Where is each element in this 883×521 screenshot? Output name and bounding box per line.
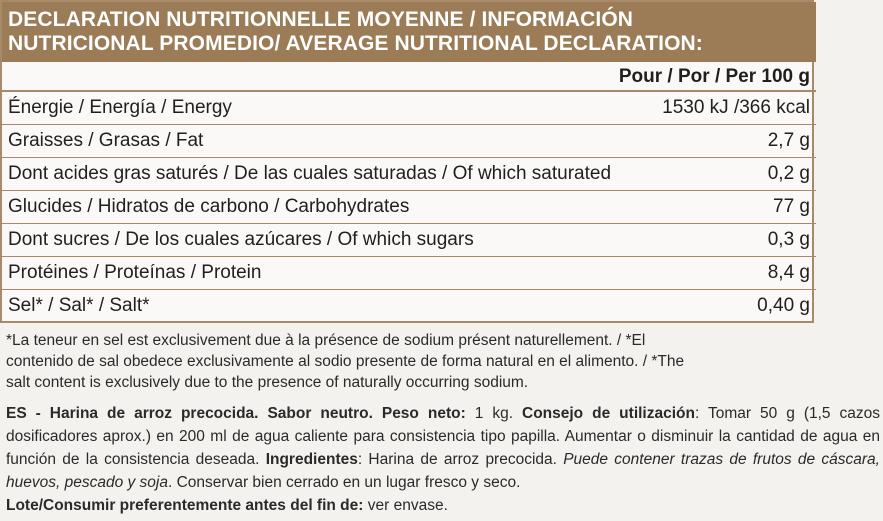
row-value: 77 g [773,196,810,217]
row-value: 0,40 g [757,295,810,316]
row-label: Dont sucres / De los cuales azúcares / Of which sugars [8,229,474,250]
row-value: 0,2 g [767,163,810,184]
es-net-weight: 1 kg. [465,405,522,422]
es-title: ES - Harina de arroz precocida. Sabor neutro. Peso neto: [6,405,466,422]
row-value: 0,3 g [767,229,810,250]
row-value: 8,4 g [767,262,810,283]
es-usage-label: Consejo de utilización [522,405,695,422]
es-allergen-note: Puede contener trazas de frutos de cáscara, huevos, pescado y soja [6,451,880,491]
per-100g-label: Pour / Por / Per 100 g [618,66,810,87]
row-label: Graisses / Grasas / Fat [8,130,204,151]
table-row [2,257,816,290]
es-storage-text: . Conservar bien cerrado en un lugar fresco y seco. [168,474,521,491]
row-value: 2,7 g [767,130,810,151]
es-lot-text: ver envase. [363,497,448,514]
table-row [2,224,816,257]
footnote-line-2: contenido de sal obedece exclusivamente al sodio presente de forma natural en el alimento. / *The [6,353,685,370]
table-row [2,191,816,224]
es-ingredients-label: Ingredientes [265,451,358,468]
es-ingredients-text: : Harina de arroz precocida. [357,451,564,468]
row-label: Protéines / Proteínas / Protein [8,262,262,283]
row-label: Énergie / Energía / Energy [8,97,232,118]
spanish-product-info [6,402,880,517]
salt-footnote [6,330,826,393]
row-value: 1530 kJ /366 kcal [662,97,810,118]
table-row [2,92,816,125]
table-row [2,290,816,323]
footnote-line-3: salt content is exclusively due to the presence of naturally occurring sodium. [6,374,529,391]
es-usage-text: : Tomar 50 g (1,5 cazos dosificadores aprox.) en 200 ml de agua caliente para consistencia tipo papilla. Aumentar o disminuir la cantidad de agua en función de la consistencia deseada. [6,405,880,468]
header-line-1: DECLARATION NUTRITIONNELLE MOYENNE / INFORMACIÓN [8,8,634,31]
row-label: Sel* / Sal* / Salt* [8,295,150,316]
es-lot-label: Lote/Consumir preferentemente antes del fin de: [6,497,364,514]
row-label: Dont acides gras saturés / De las cuales saturadas / Of which saturated [8,163,612,184]
footnote-line-1: *La teneur en sel est exclusivement due à la présence de sodium présent naturellement. / *El [6,332,646,349]
header-line-2: NUTRICIONAL PROMEDIO/ AVERAGE NUTRITIONAL DECLARATION: [8,32,703,55]
row-label: Glucides / Hidratos de carbono / Carbohydrates [8,196,410,217]
table-header [2,2,816,62]
table-row [2,158,816,191]
per-100g-row [2,62,816,92]
table-row [2,125,816,158]
